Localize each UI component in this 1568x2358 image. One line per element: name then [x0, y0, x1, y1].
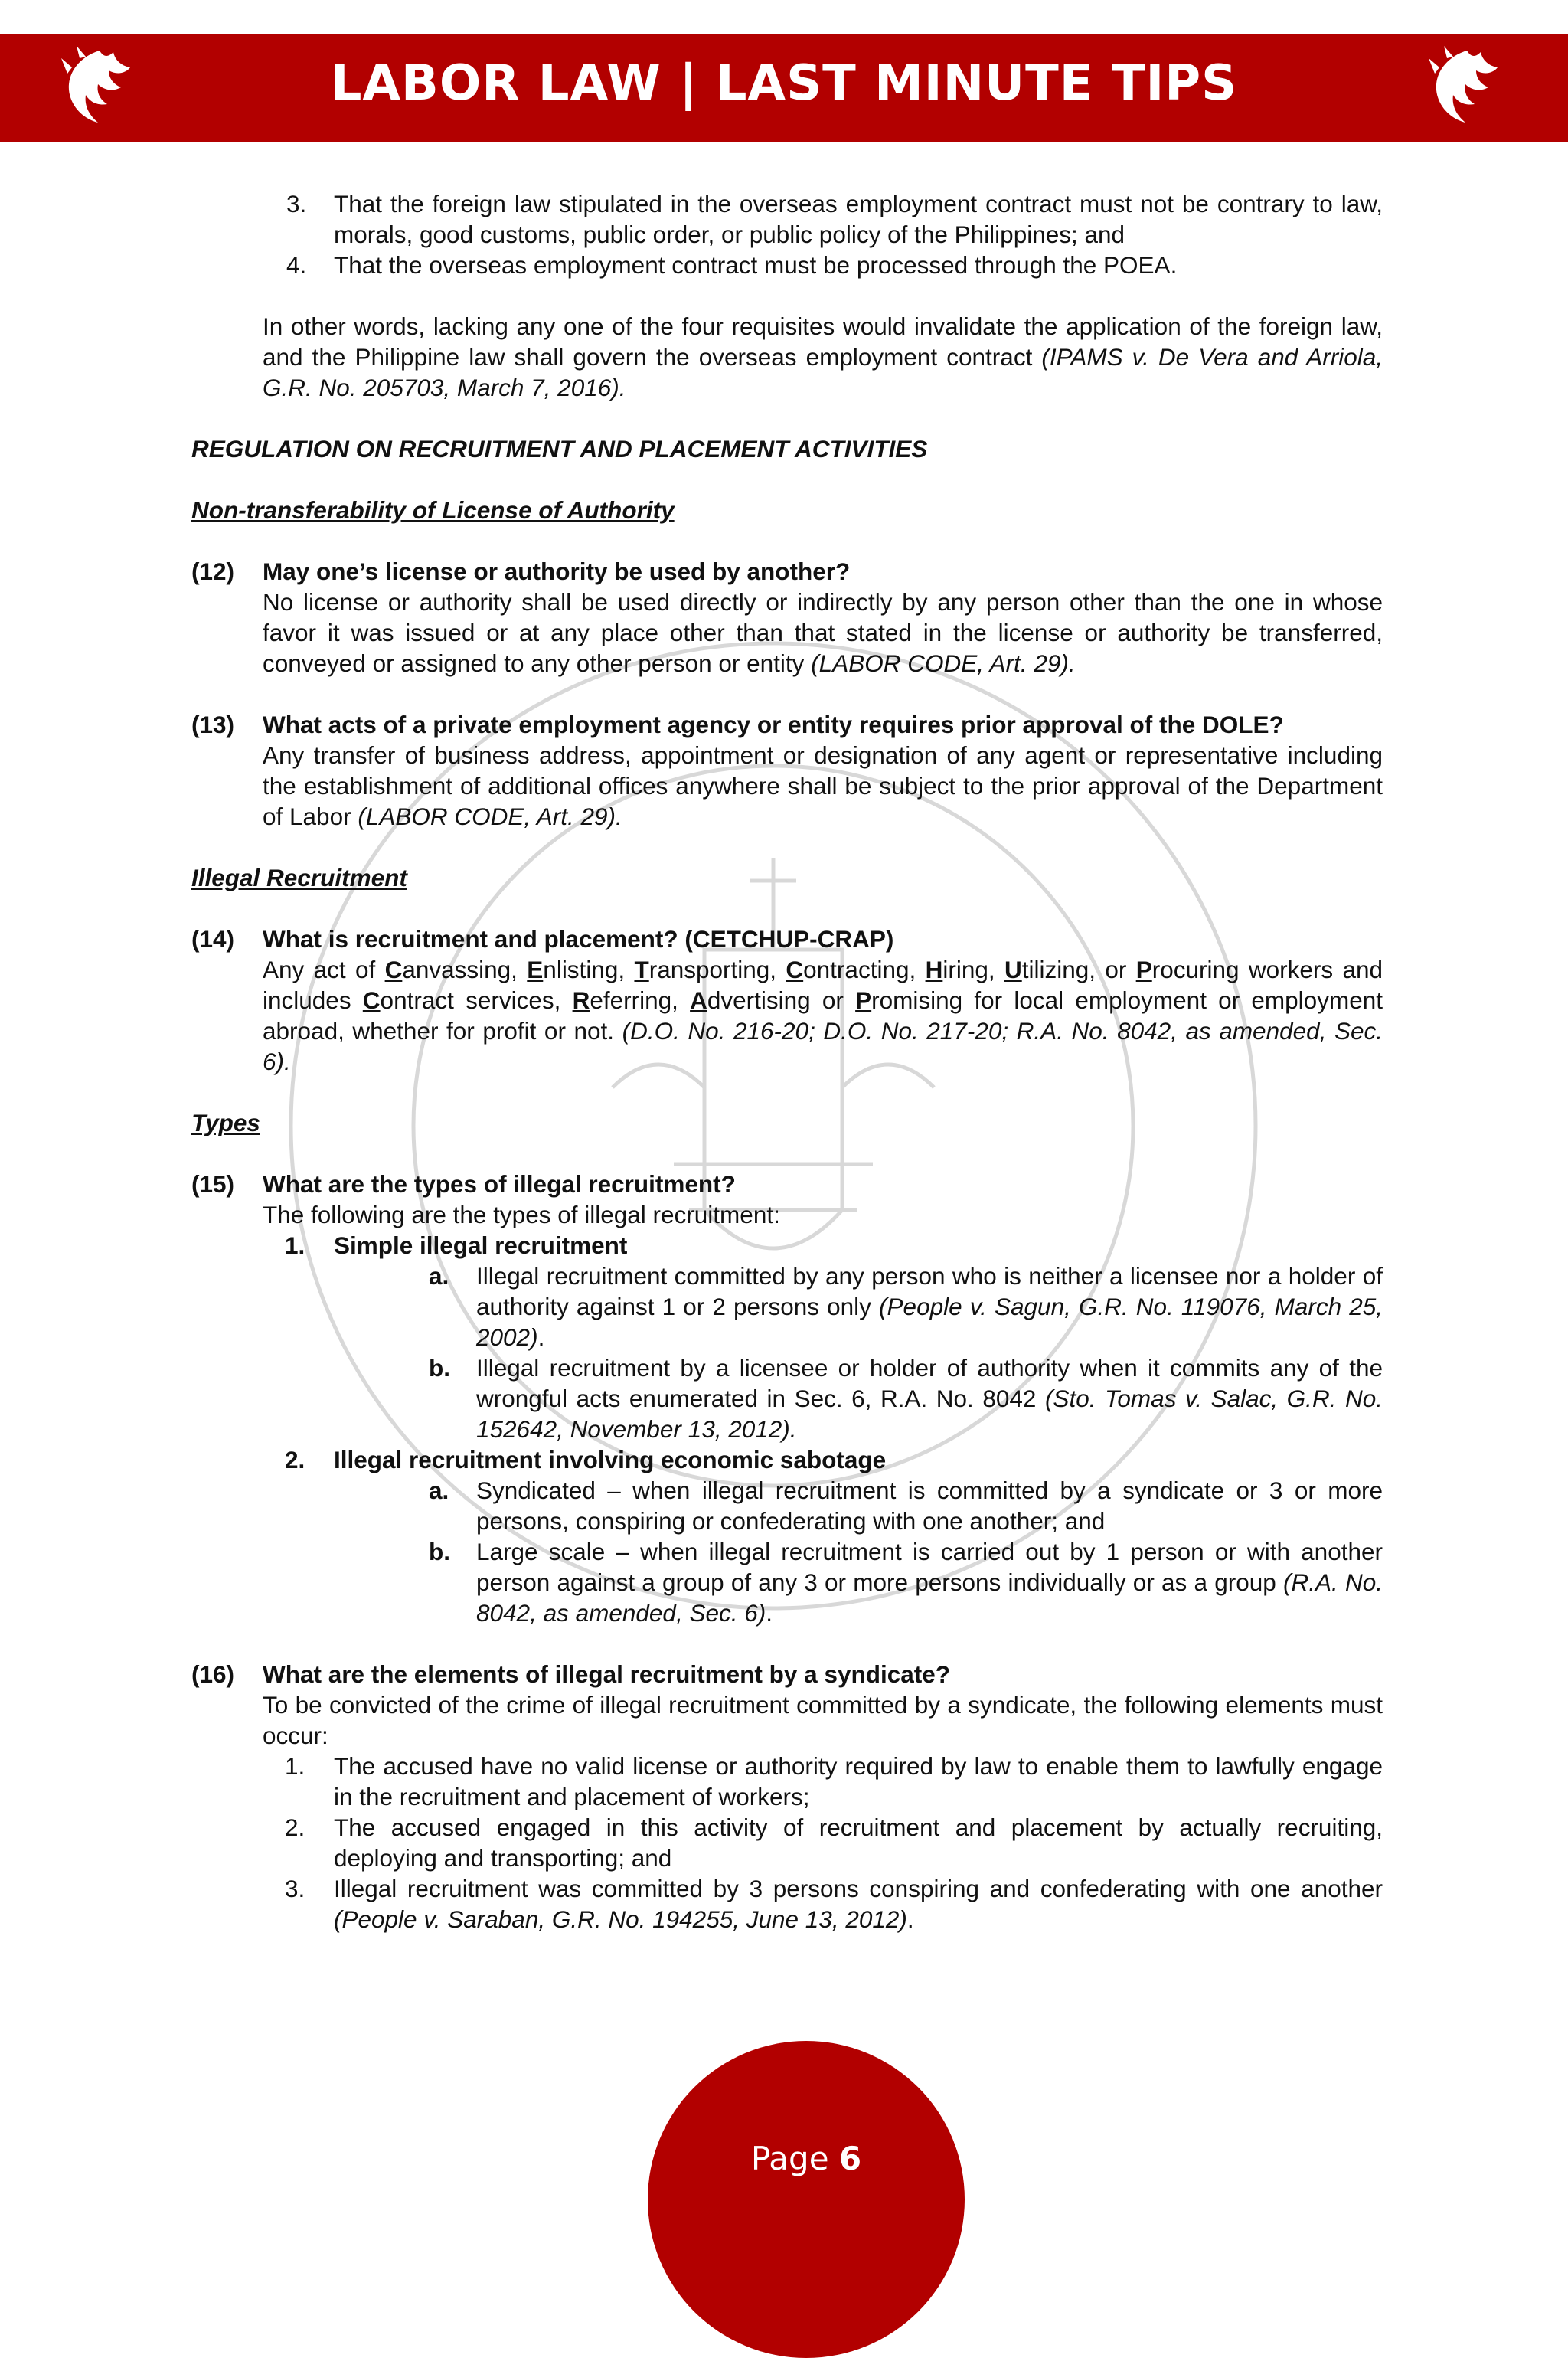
citation: (People v. Sagun, G.R. No. 119076, March 25, 2002)	[476, 1293, 1383, 1351]
citation: (Sto. Tomas v. Salac, G.R. No. 152642, November 13, 2012).	[476, 1385, 1383, 1443]
answer-fragment: Any act of	[263, 956, 385, 983]
sub-item	[334, 1475, 1383, 1536]
sub-item	[334, 1352, 1383, 1444]
sub-item-body: Illegal recruitment committed by any person who is neither a licensee nor a holder of authority against 1 or 2 persons only	[476, 1262, 1383, 1320]
sub-item-body: Large scale – when illegal recruitment is carried out by 1 person or with another person against a group of any 3 or more persons individually or as a group	[476, 1538, 1383, 1596]
answer-lead: To be convicted of the crime of illegal recruitment committed by a syndicate, the following elements must occur:	[263, 1691, 1383, 1749]
type-title: Illegal recruitment involving economic sabotage	[334, 1446, 887, 1473]
question-item	[191, 556, 1383, 679]
citation: (D.O. No. 216-20; D.O. No. 217-20; R.A. No. 8042, as amended, Sec. 6).	[263, 1017, 1383, 1075]
subsection-heading: Non-transferability of License of Authority	[191, 496, 675, 524]
sub-item	[334, 1261, 1383, 1352]
answer-fragment: tilizing, or	[1021, 956, 1136, 983]
question-number: (15)	[191, 1170, 235, 1198]
list-number: 2.	[285, 1813, 305, 1841]
acronym-letter: T	[634, 956, 649, 983]
list-item	[191, 250, 1383, 280]
list-item	[191, 188, 1383, 250]
question-text: What is recruitment and placement? (CETCHUP-CRAP)	[263, 925, 894, 953]
answer-lead: The following are the types of illegal recruitment:	[263, 1201, 780, 1228]
question-number: (16)	[191, 1660, 235, 1688]
answer-fragment: ontract services,	[380, 986, 573, 1014]
list-number: 3.	[286, 190, 307, 217]
acronym-letter: C	[384, 956, 403, 983]
sub-item-text: Syndicated – when illegal recruitment is committed by a syndicate or 3 or more persons, conspiring or confederating with one another; and	[476, 1477, 1383, 1535]
sub-item	[334, 1536, 1383, 1628]
answer-text	[263, 740, 1383, 832]
page-label: Page	[750, 2140, 829, 2177]
list-letter: a.	[429, 1477, 449, 1504]
answer-fragment: iring,	[942, 956, 1004, 983]
citation: (LABOR CODE, Art. 29).	[358, 803, 622, 830]
list-number: 3.	[285, 1875, 305, 1902]
type-item	[263, 1230, 1383, 1444]
answer-fragment: anvassing,	[402, 956, 528, 983]
sub-item-text	[476, 1261, 1383, 1352]
sub-item-text	[476, 1536, 1383, 1628]
element-item	[263, 1751, 1383, 1812]
list-letter: b.	[429, 1354, 450, 1382]
answer-fragment: romising for local employment or employment abroad, whether for profit or not.	[263, 986, 1383, 1045]
acronym-letter: C	[362, 986, 381, 1014]
answer-fragment: dvertising or	[707, 986, 856, 1014]
element-item	[263, 1812, 1383, 1873]
answer-fragment: ransporting,	[648, 956, 786, 983]
acronym-letter: R	[572, 986, 590, 1014]
answer-body: Any transfer of business address, appointment or designation of any agent or representative including the establishment of additional offices anywhere shall be subject to the prior approval of the Department of Labor	[263, 741, 1383, 830]
list-number: 1.	[285, 1231, 305, 1259]
citation: (LABOR CODE, Art. 29).	[811, 649, 1076, 677]
punctuation: .	[906, 1905, 914, 1933]
sub-item-text	[476, 1352, 1383, 1444]
citation: (IPAMS v. De Vera and Arriola, G.R. No. 205703, March 7, 2016).	[263, 343, 1383, 401]
page-number-label	[648, 2140, 965, 2177]
question-text: What are the elements of illegal recruitment by a syndicate?	[263, 1660, 951, 1688]
list-letter: a.	[429, 1262, 449, 1290]
dragon-logo-icon	[1421, 44, 1513, 130]
list-letter: b.	[429, 1538, 450, 1565]
acronym-letter: U	[1004, 956, 1022, 983]
citation: (R.A. No. 8042, as amended, Sec. 6)	[476, 1568, 1383, 1627]
question-number: (12)	[191, 558, 235, 585]
question-number: (14)	[191, 925, 235, 953]
acronym-letter: C	[786, 956, 804, 983]
list-item-text: That the overseas employment contract must be processed through the POEA.	[334, 251, 1178, 279]
acronym-letter: P	[1135, 956, 1152, 983]
question-item	[191, 709, 1383, 832]
acronym-letter: A	[690, 986, 707, 1014]
question-number: (13)	[191, 711, 235, 738]
element-text	[334, 1873, 1383, 1934]
element-text: The accused engaged in this activity of recruitment and placement by actually recruiting, deploying and transporting; and	[334, 1813, 1383, 1872]
section-heading: REGULATION ON RECRUITMENT AND PLACEMENT ACTIVITIES	[191, 435, 928, 463]
answer-text	[263, 954, 1383, 1077]
sub-item-body: Illegal recruitment by a licensee or holder of authority when it commits any of the wrongful acts enumerated in Sec. 6, R.A. No. 8042	[476, 1354, 1383, 1412]
answer-text	[263, 587, 1383, 679]
answer-fragment: rocuring workers and includes	[263, 956, 1383, 1014]
requisites-list	[191, 188, 1383, 280]
question-text: What acts of a private employment agency or entity requires prior approval of the DOLE?	[263, 711, 1284, 738]
element-item	[263, 1873, 1383, 1934]
page-header-title: LABOR LAW | LAST MINUTE TIPS	[330, 55, 1238, 112]
type-item	[263, 1444, 1383, 1628]
answer-fragment: ontracting,	[803, 956, 926, 983]
element-text: The accused have no valid license or authority required by law to enable them to lawfully engage in the recruitment and placement of workers;	[334, 1752, 1383, 1810]
acronym-letter: H	[925, 956, 943, 983]
page-footer-circle	[648, 2041, 965, 2358]
acronym-letter: P	[855, 986, 872, 1014]
punctuation: .	[766, 1599, 773, 1627]
list-number: 1.	[285, 1752, 305, 1780]
header-banner	[0, 34, 1568, 142]
question-item	[191, 1659, 1383, 1934]
question-item	[191, 1169, 1383, 1628]
subsection-heading: Illegal Recruitment	[191, 864, 407, 891]
acronym-letter: E	[527, 956, 544, 983]
list-item-text: That the foreign law stipulated in the overseas employment contract must not be contrary to law, morals, good customs, public order, or public policy of the Philippines; and	[334, 190, 1383, 248]
question-text: May one’s license or authority be used by another?	[263, 558, 851, 585]
document-body	[191, 188, 1383, 1934]
punctuation: .	[537, 1323, 545, 1351]
question-text: What are the types of illegal recruitment?	[263, 1170, 736, 1198]
subsection-heading: Types	[191, 1109, 260, 1136]
list-number: 4.	[286, 251, 307, 279]
paragraph-text: In other words, lacking any one of the four requisites would invalidate the application of the foreign law, and the Philippine law shall govern the overseas employment contract	[263, 312, 1383, 371]
question-item	[191, 924, 1383, 1077]
answer-fragment: eferring,	[590, 986, 691, 1014]
citation: (People v. Saraban, G.R. No. 194255, June 13, 2012)	[334, 1905, 907, 1933]
list-number: 2.	[285, 1446, 305, 1473]
answer-body: No license or authority shall be used directly or indirectly by any person other than the one in whose favor it was issued or at any place other than that stated in the license or authority be transferred, conveyed or assigned to any other person or entity	[263, 588, 1383, 677]
element-body: Illegal recruitment was committed by 3 persons conspiring and confederating with one another	[334, 1875, 1383, 1902]
page-number: 6	[838, 2140, 862, 2177]
intro-paragraph	[191, 311, 1383, 403]
type-title: Simple illegal recruitment	[334, 1231, 628, 1259]
answer-fragment: nlisting,	[543, 956, 635, 983]
